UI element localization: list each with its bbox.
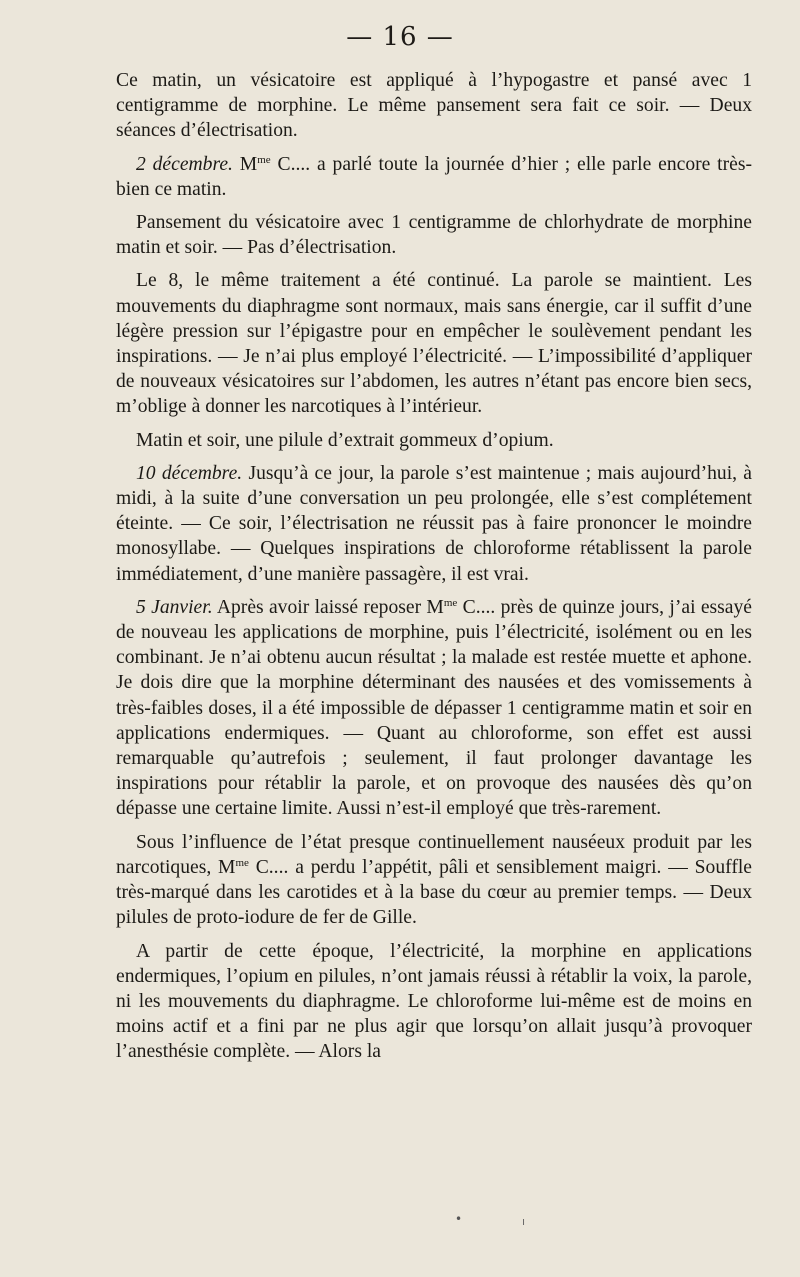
paragraph-1: Ce matin, un vésicatoire est appliqué à l’hypogastre et pansé avec 1 centigramme de morphine. Le même pansement sera fait ce soir. — Deux séances d’électrisation.	[116, 70, 752, 142]
paragraph-text: Sous l’influence de l’état presque continuellement nauséeux produit par les narcotiques, M	[116, 831, 752, 878]
entry-date: 10 décembre.	[136, 462, 243, 484]
paragraph-text: Jusqu’à ce jour, la parole s’est maintenue ; mais aujourd’hui, à midi, à la suite d’une conversation un peu prolongée, elle s’est complétement éteinte. — Ce soir, l’électrisation ne réussit pas à faire prononcer le moindre monosyllabe. — Quelques inspirations de chloroforme rétablissent la parole immédiatement, d’une manière passagère, il est vrai.	[116, 462, 752, 585]
ink-speck: •	[455, 1212, 463, 1226]
entry-date: 5 Janvier.	[136, 596, 213, 618]
body-text	[116, 68, 752, 1073]
paragraph-5: Matin et soir, une pilule d’extrait gommeux d’opium.	[136, 429, 554, 451]
ink-speck: ı	[522, 1215, 526, 1228]
paragraph-9: A partir de cette époque, l’électricité, la morphine en applications endermiques, l’opium en pilules, n’ont jamais réussi à rétablir la voix, la parole, ni les mouvements du diaphragme. Le chloroforme lui-même est de moins en moins actif et a fini par ne plus agir que lorsqu’on allait jusqu’à provoquer l’anesthésie complète. — Alors la	[116, 940, 752, 1063]
paragraph-3: Pansement du vésicatoire avec 1 centigramme de chlorhydrate de morphine matin et soir. — Pas d’électrisation.	[116, 212, 752, 259]
superscript: me	[443, 596, 458, 609]
entry-date: 2 décembre.	[136, 153, 233, 175]
superscript: me	[257, 153, 271, 166]
paragraph-text: Après avoir laissé reposer M	[212, 596, 444, 618]
paragraph-8	[116, 830, 752, 931]
paragraph-4: Le 8, le même traitement a été continué. La parole se maintient. Les mouvements du diaphragme sont normaux, mais sans énergie, car il suffit d’une légère pression sur l’épigastre pour en empêcher le soulèvement pendant les inspirations. — Je n’ai plus employé l’électricité. — L’impossibilité d’appliquer de nouveaux vésicatoires sur l’abdomen, les autres n’étant pas encore bien secs, m’oblige à donner les narcotiques à l’intérieur.	[116, 270, 752, 418]
paragraph-text: C.... a parlé toute la journée d’hier ; elle parle encore très-bien ce matin.	[116, 153, 752, 200]
paragraph-text: M	[232, 153, 258, 175]
paragraph-text: C.... près de quinze jours, j’ai essayé de nouveau les applications de morphine, puis l’électricité, isolément ou en les combinant. Je n’ai obtenu aucun résultat ; la malade est restée muette et aphone. Je dois dire que la morphine déterminant des nausées et des vomissements à très-faibles doses, il a été impossible de dépasser 1 centigramme matin et soir en applications endermiques. — Quant au chloroforme, son effet est aussi remarquable qu’autrefois ; seulement, il faut prolonger davantage les inspirations pour rétablir la parole, et on provoque des nausées dès qu’on dépasse une certaine limite. Aussi n’est-il employé que très-rarement.	[116, 596, 752, 820]
paragraph-7	[116, 595, 752, 822]
page-number: — 16 —	[346, 22, 454, 52]
paragraph-text: C.... a perdu l’appétit, pâli et sensiblement maigri. — Souffle très-marqué dans les carotides et à la base du cœur au premier temps. — Deux pilules de proto-iodure de fer de Gille.	[116, 856, 752, 929]
paragraph-6	[116, 461, 752, 587]
paragraph-2	[116, 152, 752, 202]
superscript: me	[235, 856, 249, 869]
